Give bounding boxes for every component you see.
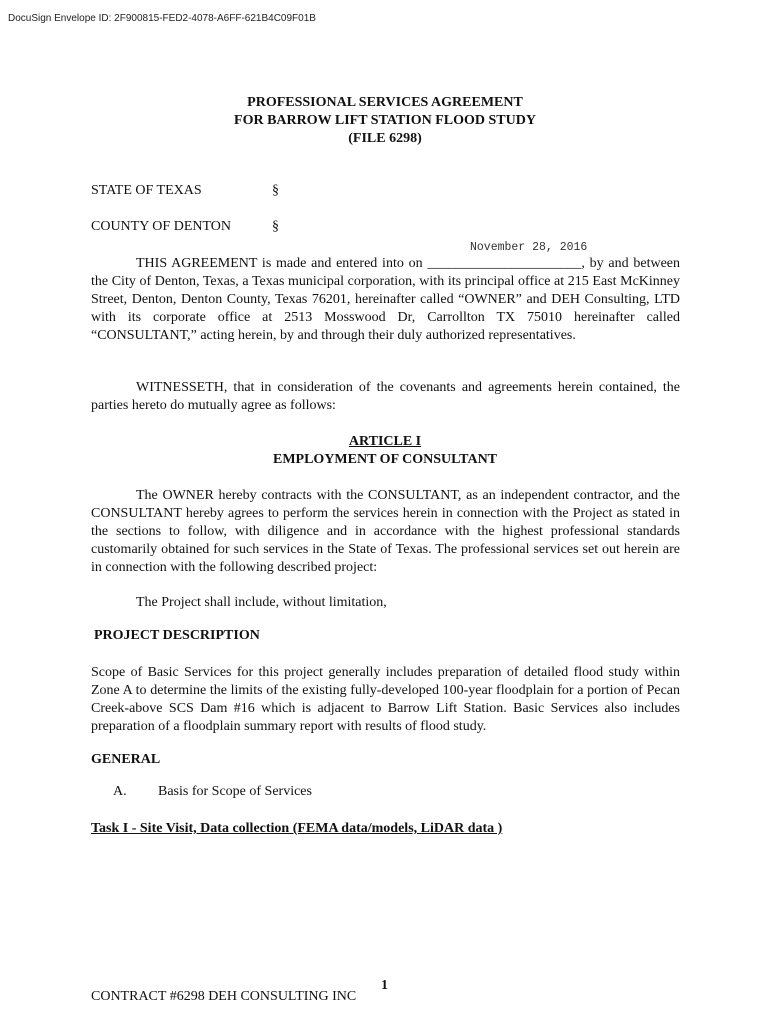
article-number-text: ARTICLE I: [348, 434, 422, 449]
state-label: STATE OF TEXAS: [91, 183, 202, 198]
project-include-line: The Project shall include, without limitation,: [136, 595, 387, 610]
document-title-line-3: (FILE 6298): [348, 131, 422, 146]
witnesseth-paragraph: WITNESSETH, that in consideration of the covenants and agreements herein contained, the parties hereto do mutually agree as follows:: [91, 380, 680, 413]
page-number: 1: [381, 978, 388, 993]
docusign-envelope-id: DocuSign Envelope ID: 2F900815-FED2-4078-A6FF-621B4C09F01B: [8, 13, 316, 24]
signed-date-stamp: November 28, 2016: [470, 241, 588, 254]
project-description-heading: PROJECT DESCRIPTION: [94, 628, 260, 643]
article-heading: EMPLOYMENT OF CONSULTANT: [272, 452, 498, 467]
document-title-line-1: PROFESSIONAL SERVICES AGREEMENT: [247, 95, 523, 110]
intro-paragraph: THIS AGREEMENT is made and entered into on ______________________, by and between the City of Denton, Texas, a Texas municipal corporation, with its principal office at 215 East McKinney Street, Denton, Denton County, Texas 76201, hereinafter called “OWNER” and DEH Consulting, LTD with its corporate office at 2513 Mosswood Dr, Carrollton TX 75010 hereinafter called “CONSULTANT,” acting herein, by and through their duly authorized representatives.: [91, 256, 680, 343]
county-label: COUNTY OF DENTON: [91, 219, 231, 234]
general-item-text: Basis for Scope of Services: [158, 784, 312, 799]
project-description-paragraph: Scope of Basic Services for this project generally includes preparation of detailed flood study within Zone A to determine the limits of the existing fully-developed 100-year floodplain for a portion of Pecan Creek-above SCS Dam #16 which is adjacent to Barrow Lift Station. Basic Services also includes preparation of a floodplain summary report with results of flood study.: [91, 665, 680, 734]
document-title-line-2: FOR BARROW LIFT STATION FLOOD STUDY: [234, 113, 536, 128]
state-section-symbol: §: [272, 183, 279, 198]
general-item-letter: A.: [113, 784, 127, 799]
general-heading: GENERAL: [91, 752, 161, 767]
county-section-symbol: §: [272, 219, 279, 234]
employment-paragraph: The OWNER hereby contracts with the CONSULTANT, as an independent contractor, and the CONSULTANT hereby agrees to perform the services herein in connection with the Project as stated in the sections to follow, with diligence and in accordance with the highest professional standards customarily obtained for such services in the State of Texas. The professional services set out herein are in connection with the following described project:: [91, 488, 680, 575]
task-heading: Task I - Site Visit, Data collection (FEMA data/models, LiDAR data ): [91, 821, 503, 836]
article-number: [0, 433, 770, 451]
footer-contract-text: CONTRACT #6298 DEH CONSULTING INC: [91, 989, 357, 1004]
